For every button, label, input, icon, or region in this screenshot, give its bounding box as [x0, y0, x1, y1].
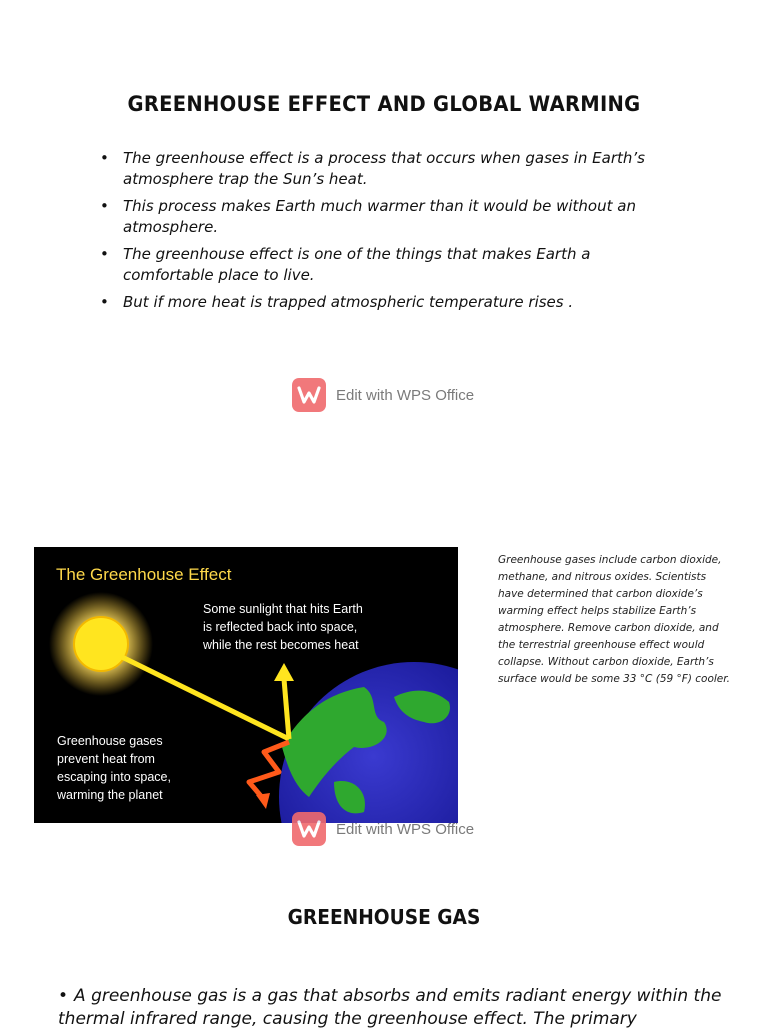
wps-logo-icon: [292, 378, 326, 412]
bullet-item: [100, 292, 660, 313]
section-heading: GREENHOUSE GAS: [287, 905, 481, 929]
watermark-text: Edit with WPS Office: [336, 386, 475, 404]
bullet-list: [100, 148, 660, 319]
page-title: GREENHOUSE EFFECT AND GLOBAL WARMING: [127, 92, 641, 116]
watermark-text: Edit with WPS Office: [336, 820, 475, 838]
wps-watermark[interactable]: [292, 812, 474, 846]
wps-logo-icon: [292, 812, 326, 846]
side-paragraph: Greenhouse gases include carbon dioxide, methane, and nitrous oxides. Scientists have determined that carbon dioxide’s warming effect helps stabilize Earth’s atmosphere. Remove carbon dioxide, and the terrestrial greenhouse effect would collapse. Without carbon dioxide, Earth’s surface would be some 33 °C (59 °F) cooler.: [498, 554, 730, 685]
bullet-item: [100, 244, 660, 286]
figure-title: The Greenhouse Effect: [56, 565, 232, 584]
bullet-dot: •: [100, 293, 109, 311]
wps-watermark[interactable]: [292, 378, 474, 412]
bullet-item: [100, 196, 660, 238]
bullet-dot: •: [100, 149, 109, 167]
bullet-dot: •: [100, 197, 109, 215]
figure-caption-greenhouse: Greenhouse gases prevent heat from escaping into space, warming the planet: [57, 734, 171, 802]
section-text: A greenhouse gas is a gas that absorbs and emits radiant energy within the thermal infrared range, causing the greenhouse effect. The primary: [58, 986, 722, 1029]
greenhouse-effect-figure: [34, 547, 458, 823]
bullet-item: [100, 148, 660, 190]
bullet-text: But if more heat is trapped atmospheric temperature rises .: [123, 293, 574, 311]
bullet-text: The greenhouse effect is one of the things that makes Earth a comfortable place to live.: [123, 245, 591, 284]
section-paragraph: [58, 985, 738, 1031]
bullet-text: The greenhouse effect is a process that occurs when gases in Earth’s atmosphere trap the Sun’s heat.: [123, 149, 645, 188]
bullet-text: This process makes Earth much warmer than it would be without an atmosphere.: [123, 197, 636, 236]
bullet-dot: •: [58, 986, 69, 1006]
bullet-dot: •: [100, 245, 109, 263]
figure-caption-reflection: Some sunlight that hits Earth is reflected back into space, while the rest becomes heat: [203, 602, 363, 652]
